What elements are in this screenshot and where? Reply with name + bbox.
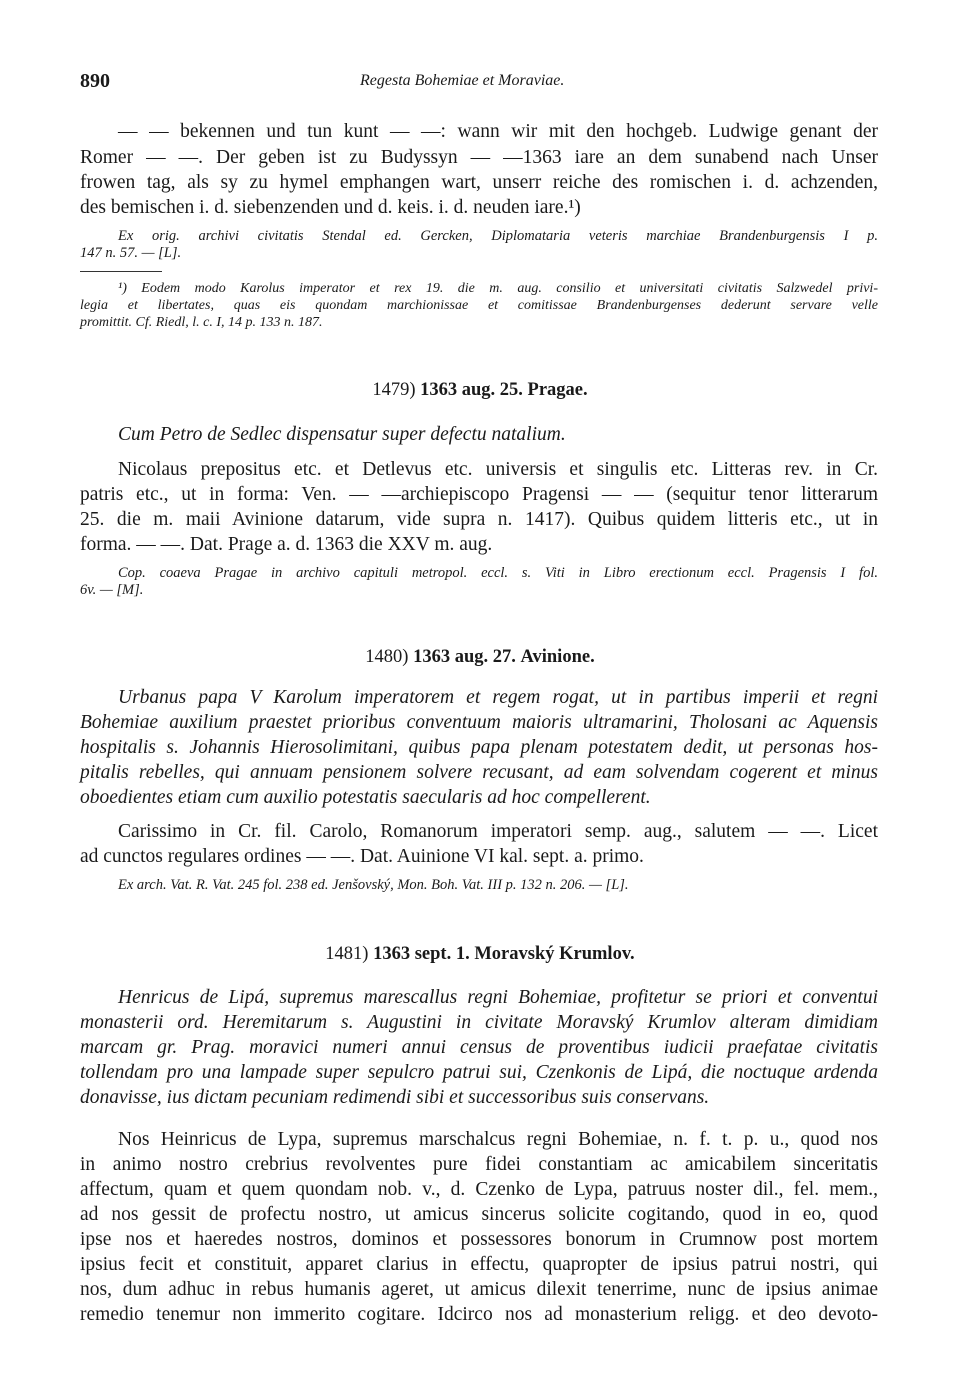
entry-place: Moravský Krumlov.: [474, 944, 635, 964]
text-line: patris etc., ut in forma: Ven. — —archiepiscopo Pragensi — — (sequitur tenor litterarum: [80, 484, 878, 505]
regest-line: Bohemiae auxilium praestet prioribus conventuum maioris ultramarini, Tholosani ac Aquensis: [80, 712, 878, 733]
entry-heading: [0, 944, 960, 965]
text-line: frowen tag, als sy zu hymel emphangen wart, unserr reiche des romischen i. d. achzenden,: [80, 172, 878, 193]
regest-line: donavisse, ius dictam pecuniam redimendi sibi et successoribus suis conservans.: [80, 1087, 710, 1108]
source-note: 147 n. 57. — [L].: [80, 245, 182, 261]
text-line: remedio tenemur non immerito cogitare. Idcirco nos ad monasterium religg. et deo devoto-: [80, 1304, 878, 1325]
entry-date: 1363 aug. 25.: [420, 380, 523, 400]
text-line: ad cunctos regulares ordines — —. Dat. Auinione VI kal. sept. a. primo.: [80, 846, 644, 867]
text-line: — — bekennen und tun kunt — —: wann wir mit den hochgeb. Ludwige genant der: [118, 121, 878, 142]
regest-line: oboedientes etiam cum auxilio potestatis saecularis ad hoc compellerent.: [80, 787, 651, 808]
entry-heading: [0, 380, 960, 401]
text-line: affectum, quam et quem quondam nob. v., d. Czenko de Lypa, patruus noster dil., fel. mem.,: [80, 1179, 878, 1200]
entry-date: 1363 aug. 27.: [413, 647, 516, 667]
text-line: Nicolaus prepositus etc. et Detlevus etc. universis et singulis etc. Litteras rev. in Cr.: [118, 459, 878, 480]
text-line: ipsius fecit et constituit, apparet clarius in effectu, quapropter de ipsius patrui nostri, qui: [80, 1254, 878, 1275]
footnote-rule: [80, 271, 162, 272]
footnote-line: promittit. Cf. Riedl, l. c. I, 14 p. 133 n. 187.: [80, 315, 323, 330]
regest-line: tollendam pro una lampade super sepulcro patrui sui, Czenkonis de Lipá, die noctuque ardenda: [80, 1062, 878, 1083]
source-note: Ex orig. archivi civitatis Stendal ed. Gercken, Diplomataria veteris marchiae Brandenburgensis I p.: [118, 228, 878, 244]
source-note: Cop. coaeva Pragae in archivo capituli metropol. eccl. s. Viti in Libro erectionum eccl. Pragensis I fol.: [118, 565, 878, 581]
entry-place: Avinione.: [520, 647, 595, 667]
text-line: Romer — —. Der geben ist zu Budyssyn — —1363 iare an dem sunabend nach Unser: [80, 147, 878, 168]
running-title: Regesta Bohemiae et Moraviae.: [360, 72, 565, 89]
footnote-line: ¹) Eodem modo Karolus imperator et rex 19. die m. aug. consilio et universitati civitatis Salzwedel privi-: [118, 281, 878, 296]
text-line: forma. — —. Dat. Prage a. d. 1363 die XXV m. aug.: [80, 534, 493, 555]
text-line: ipse nos et haeredes nostros, dominos et possessores bonorum in Crumnow post mortem: [80, 1229, 878, 1250]
entry-heading: [0, 647, 960, 668]
text-line: des bemischen i. d. siebenzenden und d. keis. i. d. neuden iare.¹): [80, 197, 581, 218]
regest-line: Urbanus papa V Karolum imperatorem et regem rogat, ut in partibus imperii et regni: [118, 687, 878, 708]
regest-line: Henricus de Lipá, supremus marescallus regni Bohemiae, profitetur se priori et conventui: [118, 987, 878, 1008]
entry-date: 1363 sept. 1.: [373, 944, 470, 964]
entry-number: 1479): [372, 380, 416, 400]
entry-number: 1480): [365, 647, 409, 667]
source-note: Ex arch. Vat. R. Vat. 245 fol. 238 ed. Jenšovský, Mon. Boh. Vat. III p. 132 n. 206. — [L].: [118, 877, 629, 893]
regest-line: marcam gr. Prag. moravici numeri annui census de proventibus iudicii praefatae civitatis: [80, 1037, 878, 1058]
entry-place: Pragae.: [527, 380, 588, 400]
regest-line: Cum Petro de Sedlec dispensatur super defectu natalium.: [118, 424, 566, 445]
text-line: 25. die m. maii Avinione datarum, vide supra n. 1417). Quibus quidem litteris etc., ut in: [80, 509, 878, 530]
regest-line: monasterii ord. Heremitarum s. Augustini in civitate Moravský Krumlov alteram dimidiam: [80, 1012, 878, 1033]
text-line: ad nos gessit de profectu nostro, ut amicus sincerus solicite cogitando, quod in eo, quod: [80, 1204, 878, 1225]
source-note: 6v. — [M].: [80, 582, 144, 598]
regest-line: pitalis rebelles, qui annuam pensionem solvere recusant, ad eam solvendam cogerent et minus: [80, 762, 878, 783]
page-number: 890: [80, 70, 110, 92]
text-line: Nos Heinricus de Lypa, supremus marschalcus regni Bohemiae, n. f. t. p. u., quod nos: [118, 1129, 878, 1150]
text-line: in animo nostro crebrius revolventes pure fidei constantiam ac amicabilem sinceritatis: [80, 1154, 878, 1175]
entry-number: 1481): [325, 944, 369, 964]
text-line: nos, dum adhuc in rebus humanis ageret, ut amicus dilexit tenerrime, nunc de ipsius animae: [80, 1279, 878, 1300]
text-line: Carissimo in Cr. fil. Carolo, Romanorum imperatori semp. aug., salutem — —. Licet: [118, 821, 878, 842]
footnote-line: legia et libertates, quas eis quondam marchionissae et comitissae Brandenburgenses dederunt servare velle: [80, 298, 878, 313]
regest-line: hospitalis s. Johannis Hierosolimitani, quibus papa plenam potestatem dedit, ut personas hos-: [80, 737, 878, 758]
